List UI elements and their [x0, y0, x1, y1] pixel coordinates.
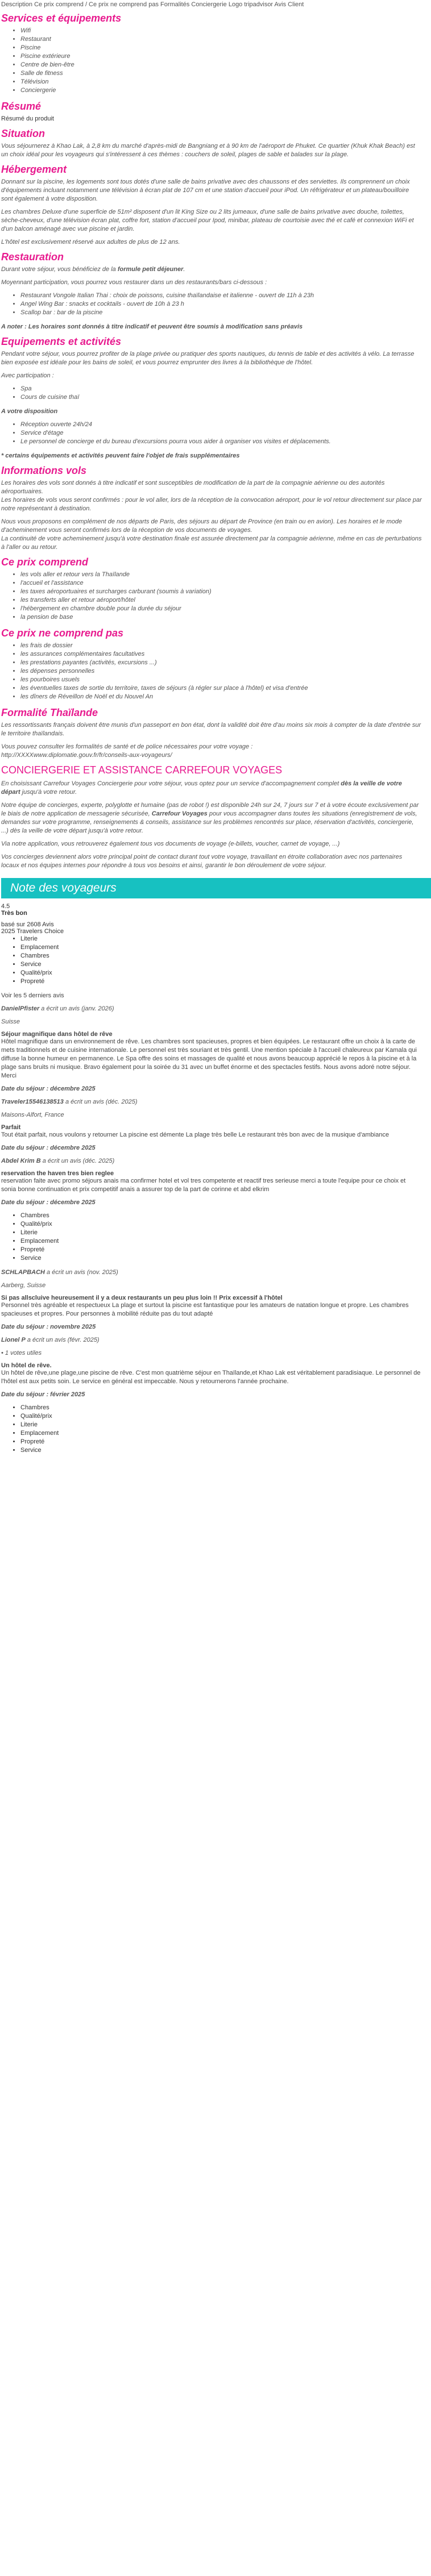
prix-comprend-title: Ce prix comprend	[1, 556, 89, 568]
prix-comprend-item: • les taxes aéroportuaires et surcharges carburant (soumis à variation)	[20, 588, 422, 596]
services-item: • Conciergerie	[20, 86, 422, 95]
review-helpful-votes: • 1 votes utiles	[1, 1350, 42, 1356]
review-criterion: • Service	[20, 1446, 422, 1455]
restauration-p1: Durant votre séjour, vous bénéficiez de la formule petit déjeuner.	[1, 266, 185, 273]
free-services-list	[1, 421, 422, 446]
review-stay-date: Date du séjour : décembre 2025	[1, 1145, 96, 1151]
reviewer-line: Traveler15546138513 a écrit un avis (déc. 2025)	[1, 1098, 138, 1105]
review-item	[1, 1005, 422, 1093]
prix-ne-comprend-item: • les assurances complémentaires facultatives	[20, 650, 422, 659]
conciergerie-title: CONCIERGERIE ET ASSISTANCE CARREFOUR VOYAGES	[1, 764, 283, 776]
rating-criterion: • Chambres	[20, 952, 422, 960]
review-criterion: • Chambres	[20, 1404, 422, 1412]
rating-criterion: • Literie	[20, 935, 422, 943]
situation-text: Vous séjournerez à Khao Lak, à 2,8 km du marché d'après-midi de Bangniang et à 90 km de l'aéroport de Phuket. Ce quartier (Khuk Khak Beach) est un choix idéal pour les voyageurs qui s'intéressent à ces thèmes : couchers de soleil, plages de sable et balades sur la plage.	[1, 143, 415, 158]
review-stay-date: Date du séjour : décembre 2025	[1, 1085, 96, 1092]
equipements-p2: Avec participation :	[1, 372, 54, 379]
prix-comprend-item: • la pension de base	[20, 613, 422, 622]
reviews-banner: Note des voyageurs	[1, 878, 431, 898]
paid-activity-item: • Spa	[20, 385, 422, 393]
review-title: Un hôtel de rêve.	[1, 1362, 52, 1369]
review-body: Un hôtel de rêve,une plage,une piscine de rêve. C'est mon quatrième séjour en Thaïlande,et Khao Lak est véritablement paradisiaque. Le personnel de l'hôtel est aux petits soin. Le service en général est impeccable. Nous y retournerons l'année prochaine.	[1, 1370, 421, 1385]
rating-score: 4.5	[1, 903, 10, 910]
conciergerie-p4: Vos concierges deviennent alors votre principal point de contact durant tout votre voyage, travaillant en étroite collaboration avec nos partenaires locaux et nos équipes internes pour répondre à tous vos besoins et ainsi, garantir le bon déroulement de votre séjour.	[1, 854, 403, 869]
prix-ne-comprend-item: • les éventuelles taxes de sortie du territoire, taxes de séjours (à régler sur place à l'hôtel) et visa d'entrée	[20, 684, 422, 693]
review-body: Personnel très agréable et respectueux La plage et surtout la piscine est fantastique pour les amateurs de natation longue et propre. Les chambres spacieuses et propres. Pour personnes à mobilité réduite pas du tout adapté	[1, 1302, 409, 1317]
review-criterion: • Chambres	[20, 1212, 422, 1220]
review-stay-date: Date du séjour : février 2025	[1, 1391, 85, 1398]
review-item	[1, 1336, 422, 1455]
resume-title: Résumé	[1, 101, 42, 112]
prix-ne-comprend-item: • les prestations payantes (activités, excursions ...)	[20, 659, 422, 667]
page	[0, 1, 422, 1455]
restaurant-item: • Angel Wing Bar : snacks et cocktails - ouvert de 10h à 23 h	[20, 300, 422, 309]
restaurant-item: • Restaurant Vongole Italian Thai : choix de poissons, cuisine thaïlandaise et italienne - ouvert de 11h à 23h	[20, 292, 422, 300]
restaurant-item: • Scallop bar : bar de la piscine	[20, 309, 422, 317]
prix-ne-comprend-item: • les dîners de Réveillon de Noël et du Nouvel An	[20, 693, 422, 701]
prix-comprend-item: • les transferts aller et retour aéroport/hôtel	[20, 596, 422, 605]
review-criteria-list	[1, 1404, 422, 1455]
hebergement-p3: L'hôtel est exclusivement réservé aux adultes de plus de 12 ans.	[1, 239, 180, 245]
reviewer-line: SCHLAPBACH a écrit un avis (nov. 2025)	[1, 1269, 118, 1276]
review-title: Parfait	[1, 1124, 21, 1131]
services-item: • Centre de bien-être	[20, 61, 422, 69]
rating-summary	[1, 903, 422, 935]
review-stay-date: Date du séjour : novembre 2025	[1, 1324, 96, 1330]
services-item: • Télévision	[20, 78, 422, 86]
conciergerie-p3: Via notre application, vous retrouverez également tous vos documents de voyage (e-billets, voucher, carnet de voyage, ...)	[1, 840, 340, 847]
rating-criteria-list	[1, 935, 422, 986]
review-criterion: • Emplacement	[20, 1237, 422, 1246]
free-service-item: • Le personnel de concierge et du bureau d'excursions pourra vous aider à organiser vos visites et déplacements.	[20, 438, 422, 446]
review-criterion: • Emplacement	[20, 1429, 422, 1438]
restaurants-list	[1, 292, 422, 317]
top-nav-line[interactable]: Description Ce prix comprend / Ce prix ne comprend pas Formalités Conciergerie Logo tripadvisor Avis Client	[1, 1, 304, 8]
vols-title: Informations vols	[1, 465, 87, 476]
vols-p3: Nous vous proposons en complément de nos départs de Paris, des séjours au départ de Province (en train ou en avion). Les horaires et le mode d'acheminement vous seront confirmés lors de la réception de vos documents de voyages. La continuité de votre acheminement jusqu'à votre destination finale est assurée directement par la compagnie aérienne, même en cas de perturbations à l'aller ou au retour.	[1, 518, 422, 551]
rating-label: Très bon	[1, 910, 27, 917]
reviewer-line: Abdel Krim B a écrit un avis (déc. 2025)	[1, 1158, 115, 1164]
review-title: Séjour magnifique dans hôtel de rêve	[1, 1031, 113, 1038]
rating-criterion: • Propreté	[20, 977, 422, 986]
review-body: Tout était parfait, nous voulons y retourner La piscine est démente La plage très belle Le restaurant très bon avec de la musique d'ambiance	[1, 1131, 389, 1138]
services-item: • Piscine	[20, 44, 422, 52]
review-criterion: • Propreté	[20, 1438, 422, 1446]
services-item: • Salle de fitness	[20, 69, 422, 78]
review-criteria-list	[1, 1212, 422, 1263]
services-item: • Wifi	[20, 27, 422, 35]
reviewer-location: Aarberg, Suisse	[1, 1282, 46, 1289]
reviewer-line: DanielPfister a écrit un avis (janv. 2026)	[1, 1005, 114, 1012]
disposal-label: A votre disposition	[1, 408, 58, 415]
formalite-p1: Les ressortissants français doivent être munis d'un passeport en bon état, dont la validité doit être d'au moins six mois à compter de la date d'entrée sur le territoire thaïlandais.	[1, 722, 421, 737]
resume-text: Résumé du produit	[1, 115, 54, 122]
review-criterion: • Qualité/prix	[20, 1220, 422, 1229]
prix-comprend-item: • l'accueil et l'assistance	[20, 579, 422, 588]
see-reviews-link[interactable]: Voir les 5 derniers avis	[1, 992, 64, 999]
review-criterion: • Service	[20, 1254, 422, 1263]
prix-ne-comprend-item: • les pourboires usuels	[20, 676, 422, 684]
review-item	[1, 1157, 422, 1263]
services-item: • Piscine extérieure	[20, 52, 422, 61]
prix-comprend-item: • les vols aller et retour vers la Thaïlande	[20, 571, 422, 579]
rating-criterion: • Service	[20, 960, 422, 969]
equipements-p1: Pendant votre séjour, vous pourrez profiter de la plage privée ou pratiquer des sports nautiques, du tennis de table et des activités à vélo. La terrasse bien exposée est idéale pour les bains de soleil, et vous pourrez emprunter des livres à la bibliothèque de l'hôtel.	[1, 351, 415, 366]
paid-activities-list	[1, 385, 422, 402]
rating-count: basé sur 2608 Avis	[1, 921, 54, 928]
equipements-title: Equipements et activités	[1, 336, 122, 347]
services-item: • Restaurant	[20, 35, 422, 44]
free-service-item: • Réception ouverte 24h/24	[20, 421, 422, 429]
free-service-item: • Service d'étage	[20, 429, 422, 438]
formalite-title: Formalité Thaïlande	[1, 707, 98, 718]
review-criterion: • Propreté	[20, 1246, 422, 1254]
review-title: reservation the haven tres bien reglee	[1, 1170, 114, 1177]
review-criterion: • Literie	[20, 1421, 422, 1429]
paid-activity-item: • Cours de cuisine thaï	[20, 393, 422, 402]
review-stay-date: Date du séjour : décembre 2025	[1, 1199, 96, 1206]
review-item	[1, 1098, 422, 1152]
situation-title: Situation	[1, 128, 45, 139]
services-title: Services et équipements	[1, 13, 122, 24]
conciergerie-p1: En choisissant Carrefour Voyages Conciergerie pour votre séjour, vous optez pour un service d'accompagnement complet dès la veille de votre départ jusqu'à votre retour.	[1, 780, 402, 796]
prix-ne-comprend-title: Ce prix ne comprend pas	[1, 627, 124, 639]
review-criterion: • Qualité/prix	[20, 1412, 422, 1421]
rating-criterion: • Emplacement	[20, 943, 422, 952]
review-title: Si pas allscluive heureusement il y a deux restaurants un peu plus loin !! Prix excessif à l'hôtel	[1, 1295, 283, 1301]
review-body: Hôtel magnifique dans un environnement de rêve. Les chambres sont spacieuses, propres et bien équipées. Le restaurant offre un choix à la carte de mets traditionnels et de cuisine internationale. Le personnel est très souriant et très gentil. Une mention spéciale à l'accueil chaleureux par Kamala qui diffuse la bonne humeur en permanence. Le Spa offre des soins et massages de qualité et nous avons beaucoup apprécié le repos à la piscine et à la plage sans bruits ni musique. Bravo également pour la soirée du 31 avec un buffet énorme et des spectacles festifs. Nous avons adoré notre séjour. Merci	[1, 1038, 417, 1079]
hebergement-title: Hébergement	[1, 164, 67, 175]
services-list	[1, 27, 422, 95]
conciergerie-p2: Notre équipe de concierges, experte, polyglotte et humaine (pas de robot !) est disponible 24h sur 24, 7 jours sur 7 et à votre écoute exclusivement par le biais de notre application de messagerie sécurisée, Carrefour Voyages pour vous accompagner dans toutes les situations (enregistrement de vols, demandes sur votre programme, renseignements & conseils, assistance sur les problèmes rencontrés sur place, réservation d'activités, conciergerie, ...) dès la veille de votre départ jusqu'à votre retour.	[1, 802, 419, 834]
formalite-link[interactable]: http://XXXXwww.diplomatie.gouv.fr/fr/conseils-aux-voyageurs/	[1, 752, 172, 759]
review-item	[1, 1268, 422, 1331]
prix-ne-comprend-item: • les frais de dossier	[20, 642, 422, 650]
equipements-note: * certains équipements et activités peuvent faire l'objet de frais supplémentaires	[1, 452, 240, 459]
review-body: reservation faite avec promo séjours anais ma confirmer hotel et vol tres competente et reactif tres serieuse merci a toute l'equipe pour ce choix et sonia bonne continuation et prix competitif anais a assurer top de la part de corinne et abd elkrim	[1, 1177, 406, 1193]
hebergement-p2: Les chambres Deluxe d'une superficie de 51m² disposent d'un lit King Size ou 2 lits jumeaux, d'une salle de bains privative avec douche, toilettes, sèche-cheveux, d'une télévision écran plat, coffre fort, station d'accueil pour Ipod, minibar, plateau de courtoisie avec thé et café et connexion WiFi et d'un balcon aménagé avec vue piscine et jardin.	[1, 209, 414, 232]
vols-p1: Les horaires des vols sont donnés à titre indicatif et sont susceptibles de modification de la part de la compagnie aérienne ou des autorités aéroportuaires. Les horaires de vols vous seront confirmés : pour le vol aller, lors de la réception de la convocation aéroport, pour le vol retour directement sur place par notre représentant à destination.	[1, 480, 422, 512]
reviewer-location: Suisse	[1, 1018, 20, 1025]
hebergement-p1: Donnant sur la piscine, les logements sont tous dotés d'une salle de bains privative avec des chaussons et des serviettes. Ils comprennent un choix d'équipements incluant notamment une télévision à écran plat de 107 cm et une station d'accueil pour iPod. Un réfrigérateur et un plateau/bouilloire sont également à votre disposition.	[1, 178, 410, 202]
prix-comprend-list	[1, 571, 422, 622]
restauration-note: A noter : Les horaires sont donnés à titre indicatif et peuvent être soumis à modification sans préavis	[1, 323, 303, 330]
reviewer-location: Maisons-Alfort, France	[1, 1112, 64, 1118]
formalite-p2: Vous pouvez consulter les formalités de santé et de police nécessaires pour votre voyage : http://XXXXwww.diplomatie.gouv.fr/fr/conseils-aux-voyageurs/	[1, 743, 253, 759]
reviewer-line: Lionel P a écrit un avis (févr. 2025)	[1, 1337, 100, 1343]
restauration-title: Restauration	[1, 251, 64, 263]
prix-ne-comprend-item: • les dépenses personnelles	[20, 667, 422, 676]
review-criterion: • Literie	[20, 1229, 422, 1237]
prix-comprend-item: • l'hébergement en chambre double pour la durée du séjour	[20, 605, 422, 613]
rating-award: 2025 Travelers Choice	[1, 928, 64, 935]
rating-criterion: • Qualité/prix	[20, 969, 422, 977]
restauration-p2: Moyennant participation, vous pourrez vous restaurer dans un des restaurants/bars ci-dessous :	[1, 279, 267, 286]
prix-ne-comprend-list	[1, 642, 422, 701]
